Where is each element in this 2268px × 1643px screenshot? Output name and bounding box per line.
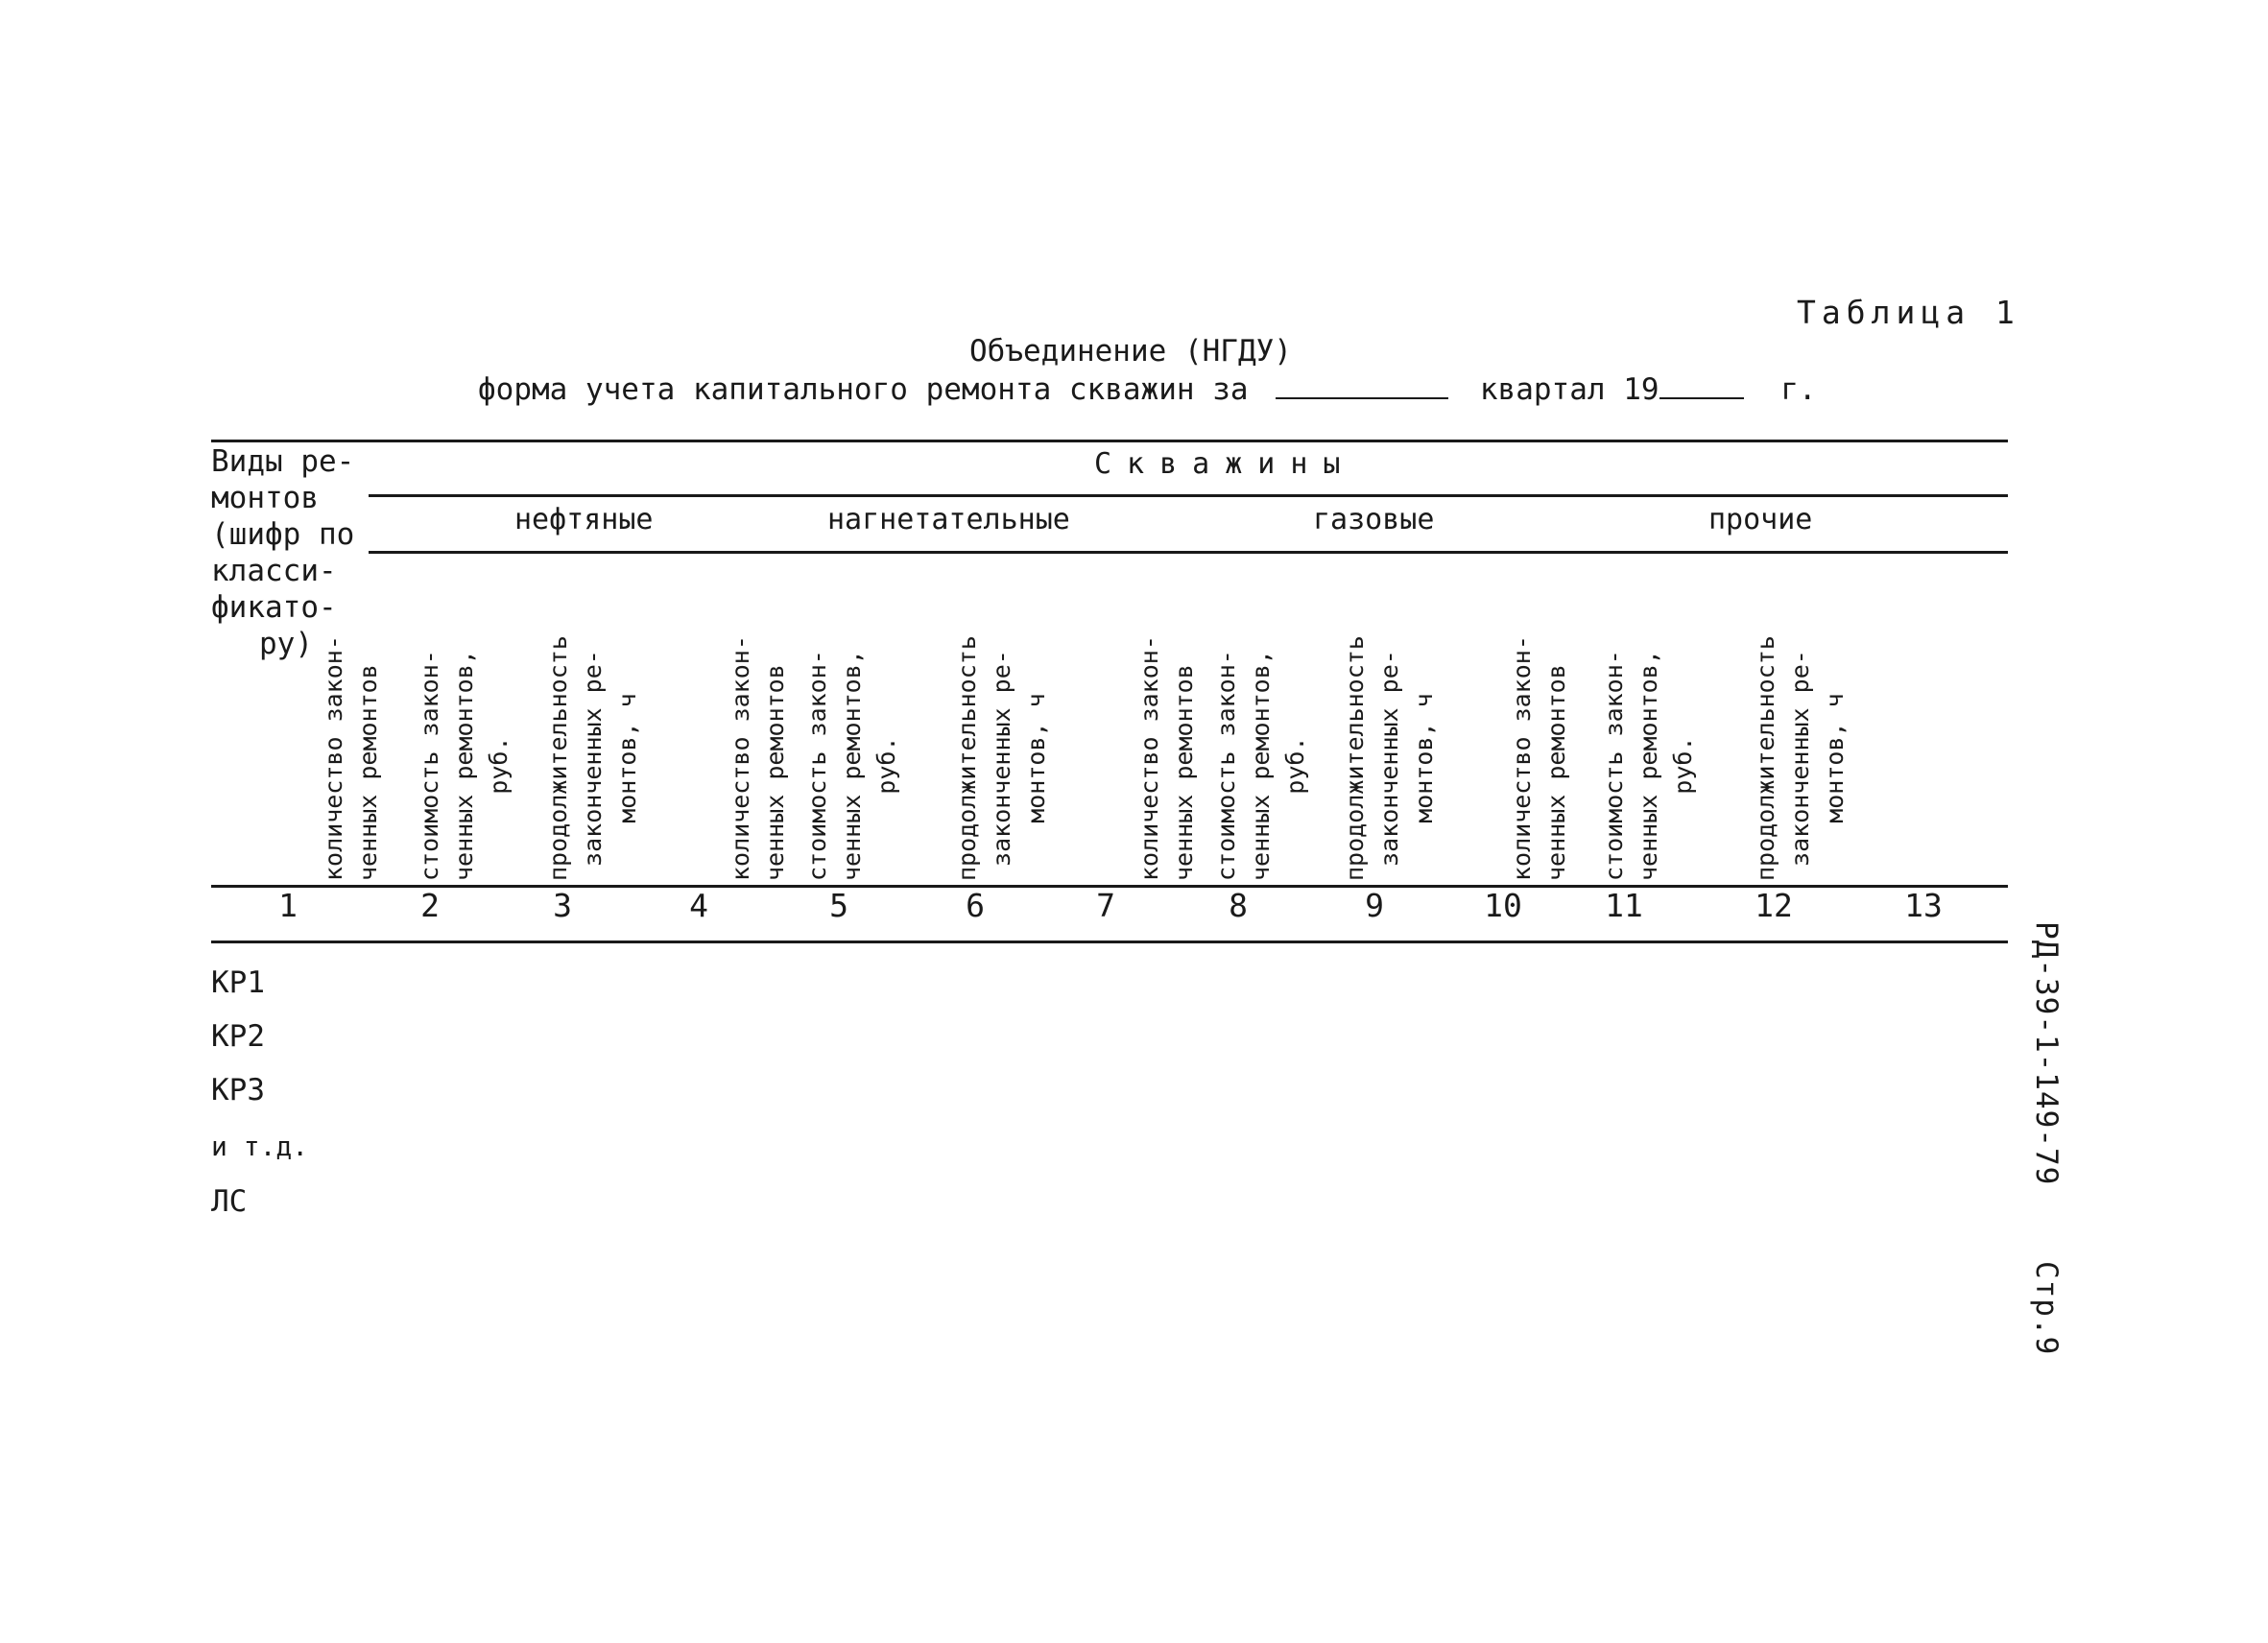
groups-top-rule (369, 494, 2008, 497)
form-title (478, 372, 1817, 407)
table-top-rule (211, 440, 2008, 442)
quarter-blank (1276, 372, 1448, 399)
column-number: 6 (966, 887, 985, 924)
row-label: КР3 (211, 1073, 265, 1107)
form-title-prefix: форма учета капитального ремонта скважин за (478, 372, 1249, 407)
group-other: прочие (1708, 503, 1813, 536)
column-number: 8 (1229, 887, 1248, 924)
column-number: 1 (278, 887, 298, 924)
table-label: Таблица 1 (1797, 294, 2020, 331)
row-label: ЛС (211, 1184, 248, 1219)
column-number: 7 (1096, 887, 1115, 924)
wells-header: Скважины (1094, 447, 1356, 481)
organization-title: Объединение (НГДУ) (969, 334, 1292, 369)
column-number: 13 (1904, 887, 1943, 924)
numbers-bottom-rule (211, 941, 2008, 943)
column-number: 10 (1484, 887, 1522, 924)
row-header-line: монтов (211, 481, 319, 515)
column-number: 2 (420, 887, 440, 924)
row-header-line: класси- (211, 554, 337, 588)
form-title-suffix: г. (1780, 372, 1817, 407)
column-number: 9 (1365, 887, 1384, 924)
group-injection: нагнетательные (827, 503, 1070, 536)
column-number: 3 (553, 887, 572, 924)
row-label: КР1 (211, 965, 265, 1000)
row-header-line: фикато- (211, 590, 337, 625)
column-number: 12 (1755, 887, 1793, 924)
column-number: 4 (689, 887, 708, 924)
row-header-line: Виды ре- (211, 444, 355, 479)
row-header-line: ру) (259, 627, 313, 661)
year-blank (1659, 372, 1744, 399)
page-number: Стр.9 (2029, 1260, 2064, 1356)
row-header-line: (шифр по (211, 517, 355, 552)
group-gas: газовые (1313, 503, 1435, 536)
column-number: 11 (1605, 887, 1643, 924)
columns-top-rule (369, 551, 2008, 554)
column-number: 5 (829, 887, 848, 924)
group-oil: нефтяные (514, 503, 654, 536)
document-code: РД-39-1-149-79 (2029, 921, 2064, 1186)
form-title-middle: квартал 19 (1479, 372, 1659, 407)
row-label: КР2 (211, 1019, 265, 1054)
row-label: и т.д. (211, 1131, 309, 1162)
